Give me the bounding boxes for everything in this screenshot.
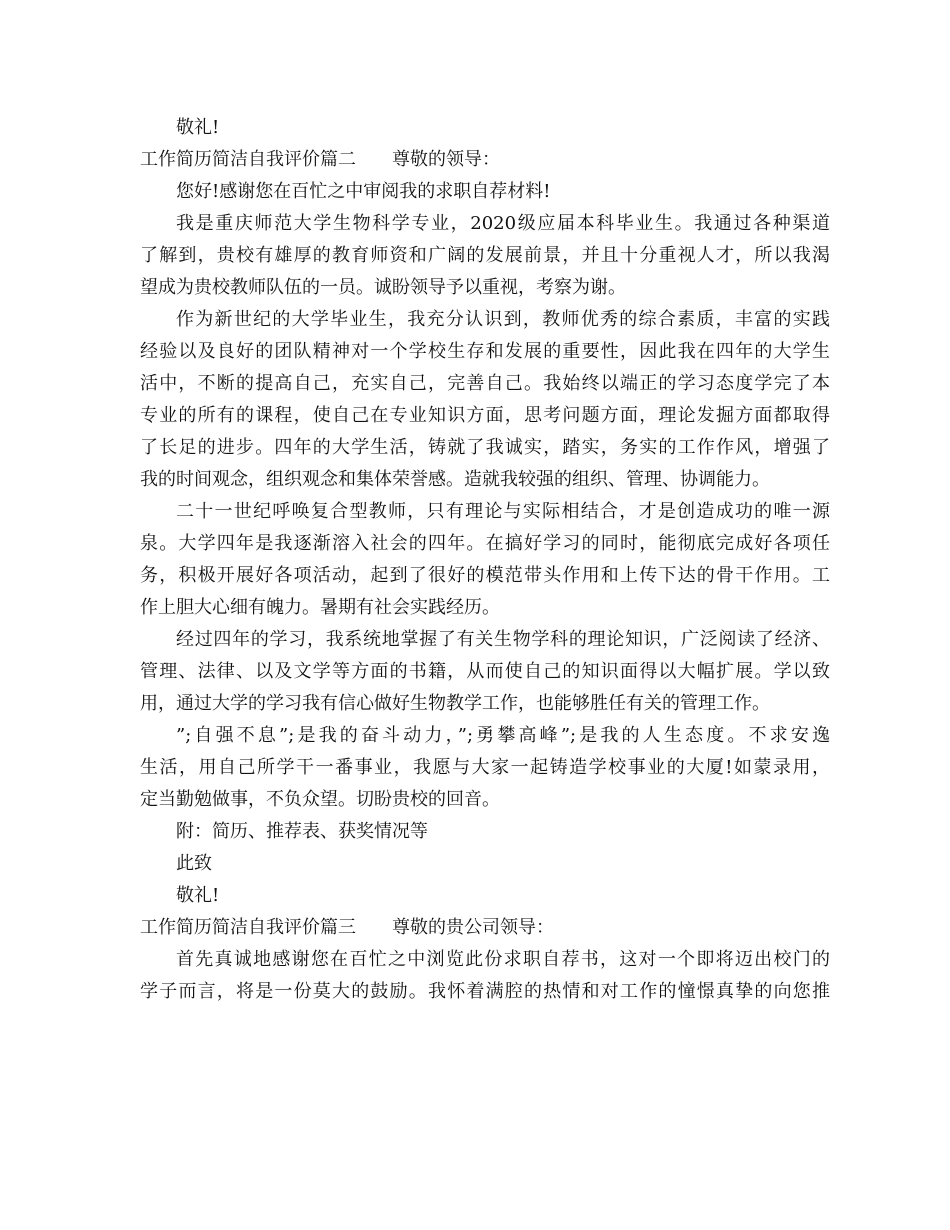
text-line: 务，积极开展好各项活动，起到了很好的模范带头作用和上传下达的骨干作用。工: [140, 565, 830, 586]
text-line: 二十一世纪呼唤复合型教师，只有理论与实际相结合，才是创造成功的唯一源: [176, 501, 830, 522]
text-line: 敬礼!: [176, 885, 220, 906]
text-line: 泉。大学四年是我逐渐溶入社会的四年。在搞好学习的同时，能彻底完成好各项任: [140, 533, 830, 554]
text-line: 了长足的进步。四年的大学生活，铸就了我诚实，踏实，务实的工作作风，增强了: [140, 437, 830, 458]
text-line: 我的时间观念，组织观念和集体荣誉感。造就我较强的组织、管理、协调能力。: [140, 469, 770, 490]
text-line: 生活，用自己所学干一番事业，我愿与大家一起铸造学校事业的大厦!如蒙录用，: [140, 757, 830, 778]
text-line: 工作简历简洁自我评价篇二 尊敬的领导：: [140, 149, 500, 170]
text-line: 定当勤勉做事，不负众望。切盼贵校的回音。: [140, 789, 500, 810]
text-line: 敬礼!: [176, 117, 220, 138]
text-line: 此致: [176, 853, 212, 874]
text-line: 了解到，贵校有雄厚的教育师资和广阔的发展前景，并且十分重视人才，所以我渴: [140, 245, 830, 266]
text-line: 作为新世纪的大学毕业生，我充分认识到，教师优秀的综合素质，丰富的实践: [176, 309, 830, 330]
text-line: 您好!感谢您在百忙之中审阅我的求职自荐材料!: [176, 181, 551, 202]
text-line: 管理、法律、以及文学等方面的书籍，从而使自己的知识面得以大幅扩展。学以致: [140, 661, 830, 682]
text-line: 我是重庆师范大学生物科学专业，2020级应届本科毕业生。我通过各种渠道: [176, 213, 830, 234]
text-line: 首先真诚地感谢您在百忙之中浏览此份求职自荐书，这对一个即将迈出校门的: [176, 949, 830, 970]
text-line: 经验以及良好的团队精神对一个学校生存和发展的重要性，因此我在四年的大学生: [140, 341, 830, 362]
text-line: 用，通过大学的学习我有信心做好生物教学工作，也能够胜任有关的管理工作。: [140, 693, 770, 714]
text-line: 经过四年的学习，我系统地掌握了有关生物学科的理论知识，广泛阅读了经济、: [176, 629, 830, 650]
text-line: ”;自强不息”;是我的奋斗动力，”;勇攀高峰”;是我的人生态度。不求安逸: [176, 725, 830, 746]
text-line: 作上胆大心细有魄力。暑期有社会实践经历。: [140, 597, 500, 618]
text-line: 附：简历、推荐表、获奖情况等: [176, 821, 428, 842]
text-line: 活中，不断的提高自己，充实自己，完善自己。我始终以端正的学习态度学完了本: [140, 373, 830, 394]
text-line: 学子而言，将是一份莫大的鼓励。我怀着满腔的热情和对工作的憧憬真挚的向您推: [140, 981, 830, 1002]
text-line: 望成为贵校教师队伍的一员。诚盼领导予以重视，考察为谢。: [140, 277, 626, 298]
text-line: 专业的所有的课程，使自己在专业知识方面，思考问题方面，理论发掘方面都取得: [140, 405, 830, 426]
document-body: [140, 112, 830, 1008]
text-line: 工作简历简洁自我评价篇三 尊敬的贵公司领导：: [140, 917, 554, 938]
